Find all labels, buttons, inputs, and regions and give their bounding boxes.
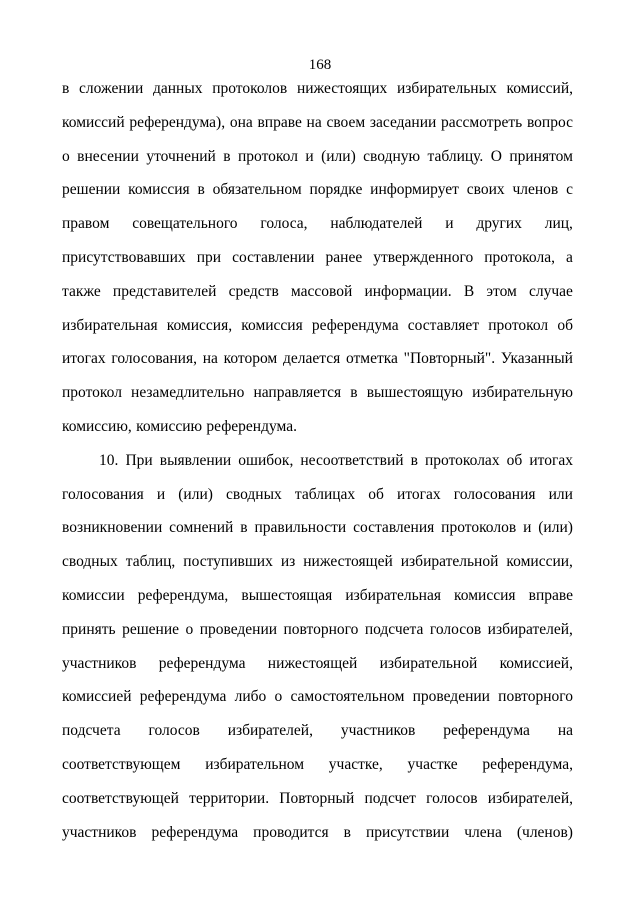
word: средств [228,282,279,300]
word: внесении [77,147,139,165]
word: повторного [283,620,359,638]
word: об [506,451,523,469]
word: голоса, [260,215,308,233]
word: этом [486,282,517,300]
word: ошибок, [238,451,294,469]
word: проведении [199,620,278,638]
word: своем [326,113,366,131]
word: обязательном [212,181,302,199]
word: избирательном [205,755,305,773]
word: правом [62,215,110,233]
word: комиссия [241,316,303,334]
text-line [62,145,573,179]
word: данных [152,80,203,97]
word: комиссия [454,586,516,604]
text-line [62,449,573,483]
word: референдума [311,316,399,334]
word: избирательной [379,654,478,672]
word: заседании [369,113,437,131]
word: котором [223,350,278,368]
word: избирателей, [487,620,573,638]
word: протокола, [484,248,555,266]
word: выявлении [159,451,232,469]
word: комиссия, [166,316,233,334]
word: самостоятельном [290,688,405,706]
text-line [62,652,573,686]
word: с [566,181,573,199]
word: комиссию [136,417,203,435]
word: (или) [321,147,356,165]
text-line [62,246,573,280]
word: территории. [189,789,270,807]
word: также [62,282,101,300]
word: вышестоящую [366,384,463,402]
word: незамедлительно [131,384,245,402]
word: итогах [397,485,441,503]
word: протокол [238,147,298,165]
word: и [156,485,166,503]
word: соответствующей [62,789,179,807]
word: нижестоящей [303,553,393,571]
word: референдума [443,722,530,740]
word: несоответствий [300,451,404,469]
text-line [62,415,573,449]
word: комиссия [128,181,190,199]
text-line [62,821,573,855]
word: избирательная [345,586,441,604]
word: (или) [178,485,213,503]
word: комиссии [62,586,125,604]
word: подсчета [62,722,121,740]
word: в [223,147,231,165]
word: референдума [151,823,239,841]
word: вправе [528,586,573,604]
word: повторного [498,688,573,706]
page-number: 168 [308,57,332,73]
word: об [368,485,384,503]
text-line [62,618,573,652]
word: избирателей, [227,722,313,740]
text-line [62,111,573,145]
text-line [62,178,573,212]
word: референдума, [137,586,229,604]
word: избирателей, [487,789,573,807]
word: решение [122,620,179,638]
text-line [62,516,573,550]
word: либо [234,688,267,706]
word: и [523,519,532,537]
word: сводную [363,147,421,165]
word: в [350,384,358,402]
word: протоколах [425,451,500,469]
text-line [62,280,573,314]
word: в [197,181,205,199]
word: о [274,688,283,706]
word: правильности [254,519,347,537]
text-line [62,381,573,415]
body-text [62,77,573,854]
word: своих [466,181,505,199]
word: протокол [488,316,549,334]
word: участников [340,722,416,740]
word: порядке [309,181,363,199]
text-line [62,212,573,246]
word: голосов [148,722,200,740]
word: голосов [429,620,482,638]
word: присутствовавших [62,248,186,266]
word: поступивших [183,553,273,571]
word: избирательных [397,80,497,97]
word: Повторный [279,789,355,807]
word: комиссий [62,113,125,131]
text-line [62,719,573,753]
word: в [62,80,70,97]
word: референдума [158,654,246,672]
word: При [125,451,153,469]
word: и [445,215,454,233]
word: она [229,113,253,131]
word: массовой [290,282,353,300]
word: протокол [62,384,122,402]
word: информирует [370,181,459,199]
word: принять [62,620,116,638]
word: других [476,215,522,233]
word: случае [529,282,573,300]
word: участников [62,654,137,672]
word: сводных [226,485,282,503]
word: В [463,282,475,300]
word: направляется [253,384,342,402]
word: подсчета [364,620,424,638]
word: составлении [232,248,315,266]
word: представителей [112,282,217,300]
text-line [62,314,573,348]
word: 10. [99,451,119,469]
word: из [280,553,296,571]
word: вопрос [526,113,573,131]
word: или [548,485,573,503]
text-line [62,685,573,719]
word: избирательная [62,316,158,334]
word: и [305,147,314,165]
word: информации. [364,282,452,300]
word: О [490,147,502,165]
word: нижестоящих [296,80,388,97]
word: члена [464,823,502,841]
word: референдума [139,688,227,706]
word: о [62,147,70,165]
word: вправе [257,113,302,131]
word: (членов) [516,823,573,841]
word: возникновении [62,519,163,537]
text-line [62,753,573,787]
word: "Повторный". [403,350,496,368]
word: Указанный [500,350,573,368]
word: в [240,519,248,537]
word: совещательного [132,215,238,233]
word: подсчет [364,789,416,807]
word: о [185,620,194,638]
word: на [202,350,218,368]
text-line [62,550,573,584]
word: присутствии [365,823,450,841]
word: проведении [412,688,490,706]
word: комиссией, [499,654,573,672]
word: принятом [509,147,573,165]
word: делается [282,350,341,368]
word: голосования [453,485,536,503]
word: проводится [253,823,329,841]
word: в [410,451,418,469]
word: голосования, [111,350,197,368]
word: избирательной [400,553,499,571]
word: утвержденного [373,248,474,266]
word: соответствующем [62,755,181,773]
word: комиссию, [62,417,132,435]
word: голосов [426,789,478,807]
word: протоколов [212,80,288,97]
word: протоколов [441,519,517,537]
word: на [557,722,573,740]
word: комиссии, [506,553,573,571]
word: рассмотреть [441,113,523,131]
word: голосования [62,485,144,503]
word: сложении [79,80,144,97]
word: ранее [325,248,363,266]
word: референдума, [482,755,573,773]
text-line [62,483,573,517]
word: членов [512,181,559,199]
word: таблицах [294,485,356,503]
word: составления [353,519,435,537]
word: отметка [345,350,398,368]
word: комиссией [62,688,132,706]
word: участке [407,755,458,773]
word: уточнений [146,147,216,165]
word: составляет [407,316,480,334]
text-line [62,77,573,111]
word: а [566,248,573,266]
word: сомнений [169,519,234,537]
word: избирательную [472,384,573,402]
word: вышестоящая [241,586,333,604]
word: итогах [529,451,573,469]
word: референдума), [129,113,226,131]
word: референдума. [206,417,297,435]
word: комиссий, [506,80,573,97]
word: участников [62,823,137,841]
text-line [62,787,573,821]
word: при [196,248,222,266]
word: лиц, [544,215,573,233]
word: таблицу. [427,147,484,165]
text-line [62,347,573,381]
word: наблюдателей [330,215,423,233]
word: (или) [538,519,573,537]
word: в [343,823,351,841]
word: таблиц, [125,553,176,571]
text-line [62,584,573,618]
word: об [557,316,573,334]
word: на [306,113,322,131]
word: нижестоящей [267,654,358,672]
word: сводных [62,553,118,571]
word: решении [62,181,121,199]
word: итогах [62,350,106,368]
word: участке, [328,755,383,773]
